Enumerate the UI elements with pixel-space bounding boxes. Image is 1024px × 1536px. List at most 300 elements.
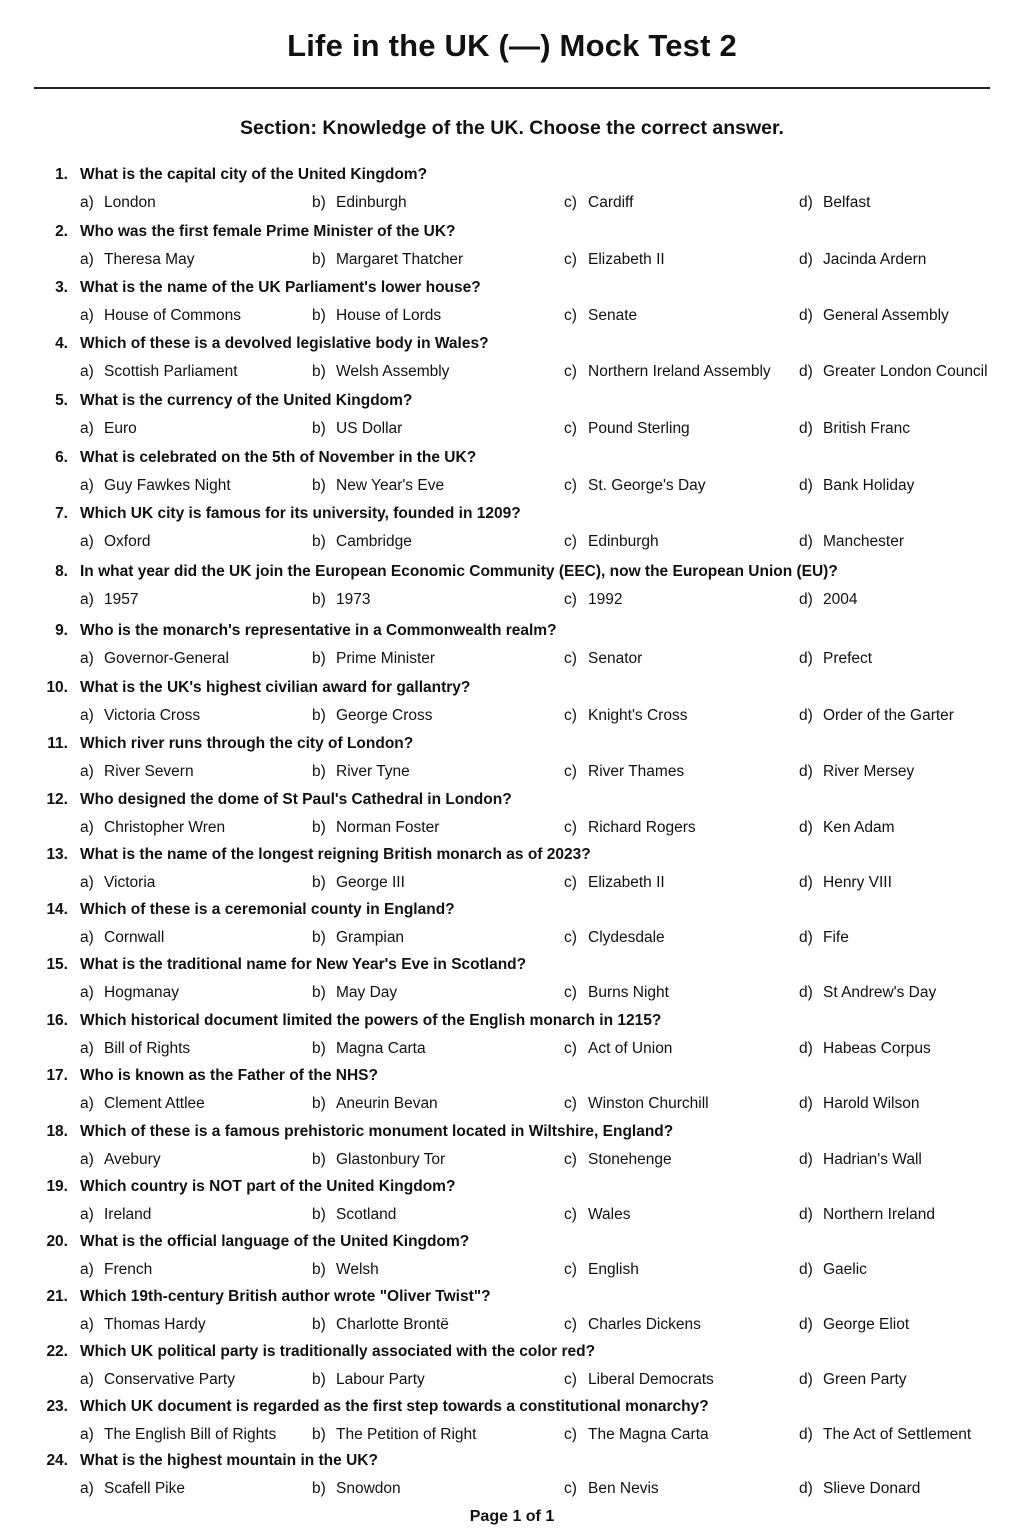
option-letter: a) — [80, 1095, 94, 1112]
question-number: 22. — [46, 1343, 68, 1360]
option-text: Charles Dickens — [588, 1316, 701, 1333]
option-text: River Severn — [104, 763, 194, 780]
option-text: Belfast — [823, 194, 871, 211]
question-item — [0, 895, 1024, 955]
option-text: Senate — [588, 307, 638, 324]
answer-option-a — [80, 819, 225, 837]
option-letter: d) — [799, 984, 813, 1001]
answer-option-a — [80, 1316, 206, 1334]
option-letter: a) — [80, 533, 94, 550]
question-item — [0, 160, 1024, 220]
question-text: Which historical document limited the powers of the English monarch in 1215? — [80, 1012, 662, 1029]
answer-option-c — [564, 1151, 672, 1169]
question-text: What is the official language of the United Kingdom? — [80, 1233, 470, 1250]
option-letter: b) — [312, 819, 326, 836]
option-text: Manchester — [823, 533, 904, 550]
answer-option-d — [799, 819, 895, 837]
answer-option-c — [564, 874, 665, 892]
option-text: Greater London Council — [823, 363, 988, 380]
option-text: Norman Foster — [336, 819, 440, 836]
option-letter: a) — [80, 194, 94, 211]
option-text: Hadrian's Wall — [823, 1151, 922, 1168]
answer-option-d — [799, 251, 926, 269]
answer-option-c — [564, 477, 706, 495]
option-text: Governor-General — [104, 650, 229, 667]
answer-option-c — [564, 307, 637, 325]
question-number: 17. — [46, 1067, 68, 1084]
question-item — [0, 1282, 1024, 1342]
question-item — [0, 217, 1024, 277]
question-number: 20. — [46, 1233, 68, 1250]
answer-option-b — [312, 251, 463, 269]
option-letter: c) — [564, 650, 577, 667]
option-letter: c) — [564, 363, 577, 380]
answer-option-d — [799, 420, 910, 438]
question-item — [0, 840, 1024, 900]
answer-option-a — [80, 307, 241, 325]
answer-option-a — [80, 591, 138, 609]
option-letter: a) — [80, 1316, 94, 1333]
question-text: Who is the monarch's representative in a Commonwealth realm? — [80, 622, 557, 639]
option-text: Prime Minister — [336, 650, 436, 667]
answer-option-b — [312, 1426, 476, 1444]
question-number: 18. — [46, 1123, 68, 1140]
option-text: French — [104, 1261, 153, 1278]
option-text: Habeas Corpus — [823, 1040, 931, 1057]
option-letter: c) — [564, 1040, 577, 1057]
option-text: Richard Rogers — [588, 819, 696, 836]
answer-option-b — [312, 929, 404, 947]
question-number: 24. — [46, 1452, 68, 1469]
option-letter: b) — [312, 477, 326, 494]
option-letter: c) — [564, 984, 577, 1001]
option-letter: a) — [80, 307, 94, 324]
answer-option-b — [312, 1206, 396, 1224]
answer-option-a — [80, 707, 200, 725]
answer-option-d — [799, 1040, 931, 1058]
question-item — [0, 273, 1024, 333]
question-item — [0, 1117, 1024, 1177]
option-letter: b) — [312, 420, 326, 437]
question-number: 15. — [46, 956, 68, 973]
answer-option-a — [80, 1426, 276, 1444]
option-text: Cambridge — [336, 533, 412, 550]
option-text: Elizabeth II — [588, 251, 665, 268]
option-text: Knight's Cross — [588, 707, 688, 724]
option-letter: b) — [312, 363, 326, 380]
answer-option-b — [312, 1095, 438, 1113]
option-text: US Dollar — [336, 420, 403, 437]
answer-option-c — [564, 763, 684, 781]
option-letter: d) — [799, 307, 813, 324]
question-item — [0, 673, 1024, 733]
answer-option-c — [564, 1206, 631, 1224]
option-letter: d) — [799, 1316, 813, 1333]
option-text: English — [588, 1261, 639, 1278]
question-text: What is the highest mountain in the UK? — [80, 1452, 378, 1469]
question-item — [0, 1006, 1024, 1066]
option-text: Aneurin Bevan — [336, 1095, 438, 1112]
answer-option-b — [312, 1371, 425, 1389]
question-text: Which 19th-century British author wrote "Oliver Twist"? — [80, 1288, 491, 1305]
option-letter: b) — [312, 591, 326, 608]
option-letter: b) — [312, 1040, 326, 1057]
answer-option-d — [799, 707, 954, 725]
option-letter: a) — [80, 874, 94, 891]
option-letter: a) — [80, 1371, 94, 1388]
option-text: Oxford — [104, 533, 151, 550]
answer-option-c — [564, 1371, 714, 1389]
option-text: Theresa May — [104, 251, 195, 268]
question-number: 12. — [46, 791, 68, 808]
answer-option-b — [312, 1480, 401, 1498]
answer-option-b — [312, 707, 432, 725]
question-item — [0, 1061, 1024, 1121]
option-letter: a) — [80, 477, 94, 494]
answer-option-b — [312, 650, 435, 668]
option-text: St. George's Day — [588, 477, 706, 494]
question-text: Which country is NOT part of the United Kingdom? — [80, 1178, 456, 1195]
question-item — [0, 785, 1024, 845]
option-letter: d) — [799, 650, 813, 667]
option-text: General Assembly — [823, 307, 949, 324]
answer-option-a — [80, 1040, 190, 1058]
option-text: 2004 — [823, 591, 858, 608]
option-text: Cornwall — [104, 929, 165, 946]
option-letter: b) — [312, 984, 326, 1001]
option-letter: c) — [564, 1151, 577, 1168]
option-letter: b) — [312, 763, 326, 780]
question-item — [0, 1337, 1024, 1397]
answer-option-a — [80, 1151, 161, 1169]
option-text: Harold Wilson — [823, 1095, 920, 1112]
option-letter: d) — [799, 1040, 813, 1057]
option-letter: d) — [799, 363, 813, 380]
answer-option-b — [312, 307, 441, 325]
option-letter: d) — [799, 194, 813, 211]
answer-option-a — [80, 194, 156, 212]
answer-option-a — [80, 477, 231, 495]
option-text: Northern Ireland Assembly — [588, 363, 771, 380]
option-letter: c) — [564, 420, 577, 437]
option-letter: b) — [312, 251, 326, 268]
option-text: Bank Holiday — [823, 477, 915, 494]
answer-option-c — [564, 533, 659, 551]
option-text: 1992 — [588, 591, 623, 608]
option-text: Margaret Thatcher — [336, 251, 464, 268]
question-text: What is the UK's highest civilian award for gallantry? — [80, 679, 471, 696]
answer-option-c — [564, 1316, 701, 1334]
option-text: New Year's Eve — [336, 477, 445, 494]
option-letter: a) — [80, 1151, 94, 1168]
answer-option-d — [799, 477, 914, 495]
option-text: Magna Carta — [336, 1040, 426, 1057]
answer-option-a — [80, 1261, 152, 1279]
option-text: Victoria — [104, 874, 156, 891]
option-letter: a) — [80, 1206, 94, 1223]
answer-option-b — [312, 1040, 426, 1058]
option-letter: a) — [80, 819, 94, 836]
option-text: Ken Adam — [823, 819, 895, 836]
section-heading: Section: Knowledge of the UK. Choose the correct answer. — [240, 117, 784, 139]
question-number: 7. — [55, 505, 68, 522]
page-title: Life in the UK (—) Mock Test 2 — [287, 28, 737, 63]
answer-option-b — [312, 591, 370, 609]
option-letter: b) — [312, 533, 326, 550]
option-letter: d) — [799, 1480, 813, 1497]
option-text: 1973 — [336, 591, 371, 608]
question-text: Who was the first female Prime Minister of the UK? — [80, 223, 456, 240]
option-letter: a) — [80, 1261, 94, 1278]
option-letter: b) — [312, 1371, 326, 1388]
option-text: 1957 — [104, 591, 139, 608]
question-text: Which UK city is famous for its university, founded in 1209? — [80, 505, 521, 522]
option-letter: b) — [312, 1480, 326, 1497]
answer-option-b — [312, 1151, 445, 1169]
answer-option-d — [799, 929, 849, 947]
answer-option-d — [799, 1316, 909, 1334]
option-text: Edinburgh — [588, 533, 659, 550]
option-letter: a) — [80, 1040, 94, 1057]
answer-option-d — [799, 1371, 907, 1389]
option-text: Bill of Rights — [104, 1040, 191, 1057]
answer-option-d — [799, 1095, 919, 1113]
answer-option-c — [564, 251, 665, 269]
option-text: The Petition of Right — [336, 1426, 477, 1443]
question-number: 6. — [55, 449, 68, 466]
question-text: Who is known as the Father of the NHS? — [80, 1067, 378, 1084]
option-text: George Eliot — [823, 1316, 910, 1333]
answer-option-c — [564, 420, 690, 438]
answer-option-c — [564, 1426, 709, 1444]
option-letter: d) — [799, 1151, 813, 1168]
answer-option-a — [80, 363, 238, 381]
option-text: Pound Sterling — [588, 420, 690, 437]
option-text: Stonehenge — [588, 1151, 672, 1168]
option-letter: d) — [799, 420, 813, 437]
answer-option-c — [564, 591, 622, 609]
option-text: Jacinda Ardern — [823, 251, 927, 268]
option-letter: c) — [564, 707, 577, 724]
answer-option-c — [564, 194, 633, 212]
option-text: Clement Attlee — [104, 1095, 205, 1112]
option-letter: b) — [312, 929, 326, 946]
question-number: 5. — [55, 392, 68, 409]
question-number: 10. — [46, 679, 68, 696]
answer-option-d — [799, 1206, 935, 1224]
option-text: St Andrew's Day — [823, 984, 937, 1001]
option-letter: a) — [80, 251, 94, 268]
option-letter: c) — [564, 1206, 577, 1223]
option-text: Labour Party — [336, 1371, 425, 1388]
option-letter: c) — [564, 533, 577, 550]
answer-option-c — [564, 650, 642, 668]
option-text: Act of Union — [588, 1040, 673, 1057]
question-item — [0, 329, 1024, 389]
option-text: Winston Churchill — [588, 1095, 709, 1112]
answer-option-d — [799, 1151, 922, 1169]
option-letter: d) — [799, 1095, 813, 1112]
option-letter: b) — [312, 874, 326, 891]
option-text: Guy Fawkes Night — [104, 477, 231, 494]
question-number: 8. — [55, 563, 68, 580]
option-text: Conservative Party — [104, 1371, 235, 1388]
option-text: Thomas Hardy — [104, 1316, 206, 1333]
answer-option-b — [312, 477, 444, 495]
option-letter: b) — [312, 307, 326, 324]
option-letter: d) — [799, 1261, 813, 1278]
option-text: River Thames — [588, 763, 685, 780]
option-text: House of Lords — [336, 307, 442, 324]
option-letter: c) — [564, 929, 577, 946]
answer-option-c — [564, 1480, 659, 1498]
answer-option-a — [80, 874, 155, 892]
question-text: Which of these is a ceremonial county in England? — [80, 901, 455, 918]
option-letter: c) — [564, 874, 577, 891]
option-text: Charlotte Brontë — [336, 1316, 449, 1333]
option-letter: a) — [80, 650, 94, 667]
question-number: 4. — [55, 335, 68, 352]
title-divider — [34, 87, 990, 89]
question-number: 23. — [46, 1398, 68, 1415]
option-letter: c) — [564, 1316, 577, 1333]
question-text: What is the name of the UK Parliament's lower house? — [80, 279, 481, 296]
option-letter: d) — [799, 1371, 813, 1388]
option-letter: d) — [799, 591, 813, 608]
question-item — [0, 443, 1024, 503]
option-letter: c) — [564, 307, 577, 324]
option-text: Ben Nevis — [588, 1480, 659, 1497]
option-text: Burns Night — [588, 984, 669, 1001]
question-text: What is the traditional name for New Year's Eve in Scotland? — [80, 956, 527, 973]
option-text: Christopher Wren — [104, 819, 226, 836]
option-text: Senator — [588, 650, 643, 667]
answer-option-a — [80, 251, 194, 269]
answer-option-c — [564, 984, 669, 1002]
page-number: Page 1 of 1 — [469, 1508, 555, 1525]
question-text: Which of these is a devolved legislative body in Wales? — [80, 335, 489, 352]
option-text: Euro — [104, 420, 137, 437]
question-item — [0, 950, 1024, 1010]
answer-option-a — [80, 929, 164, 947]
option-text: Slieve Donard — [823, 1480, 921, 1497]
answer-option-d — [799, 1480, 920, 1498]
option-letter: d) — [799, 1206, 813, 1223]
option-text: River Tyne — [336, 763, 410, 780]
answer-option-b — [312, 194, 407, 212]
answer-option-b — [312, 874, 405, 892]
option-letter: d) — [799, 477, 813, 494]
question-item — [0, 499, 1024, 559]
option-letter: b) — [312, 650, 326, 667]
question-item — [0, 1227, 1024, 1287]
option-letter: c) — [564, 194, 577, 211]
answer-option-d — [799, 984, 936, 1002]
option-text: May Day — [336, 984, 398, 1001]
question-text: Which UK document is regarded as the first step towards a constitutional monarchy? — [80, 1398, 709, 1415]
question-list — [0, 160, 1024, 1500]
question-item — [0, 1392, 1024, 1452]
option-letter: c) — [564, 1480, 577, 1497]
option-letter: d) — [799, 533, 813, 550]
option-text: London — [104, 194, 156, 211]
option-letter: a) — [80, 1426, 94, 1443]
answer-option-b — [312, 363, 449, 381]
option-letter: b) — [312, 1426, 326, 1443]
answer-option-b — [312, 763, 410, 781]
option-letter: a) — [80, 363, 94, 380]
option-letter: b) — [312, 1206, 326, 1223]
question-number: 1. — [55, 166, 68, 183]
answer-option-c — [564, 1261, 639, 1279]
question-text: What is the capital city of the United Kingdom? — [80, 166, 428, 183]
option-letter: c) — [564, 1371, 577, 1388]
option-letter: d) — [799, 763, 813, 780]
option-text: Edinburgh — [336, 194, 407, 211]
answer-option-a — [80, 1371, 235, 1389]
option-text: The English Bill of Rights — [104, 1426, 277, 1443]
answer-option-a — [80, 1206, 151, 1224]
answer-option-d — [799, 533, 904, 551]
question-text: In what year did the UK join the European Economic Community (EEC), now the European Union (EU)? — [80, 563, 838, 580]
option-letter: d) — [799, 707, 813, 724]
option-letter: c) — [564, 1095, 577, 1112]
option-letter: b) — [312, 1316, 326, 1333]
option-letter: a) — [80, 763, 94, 780]
answer-option-a — [80, 1480, 185, 1498]
answer-option-d — [799, 650, 872, 668]
question-number: 14. — [46, 901, 68, 918]
question-number: 13. — [46, 846, 68, 863]
option-letter: b) — [312, 1261, 326, 1278]
option-letter: b) — [312, 707, 326, 724]
answer-option-a — [80, 1095, 205, 1113]
option-text: Gaelic — [823, 1261, 867, 1278]
answer-option-b — [312, 533, 412, 551]
question-item — [0, 616, 1024, 676]
question-item — [0, 1172, 1024, 1232]
option-letter: c) — [564, 251, 577, 268]
option-letter: a) — [80, 1480, 94, 1497]
question-item — [0, 1446, 1024, 1506]
option-text: Fife — [823, 929, 849, 946]
answer-option-a — [80, 420, 137, 438]
option-text: Welsh Assembly — [336, 363, 450, 380]
option-text: Green Party — [823, 1371, 907, 1388]
option-letter: b) — [312, 1151, 326, 1168]
option-letter: c) — [564, 1261, 577, 1278]
option-letter: c) — [564, 591, 577, 608]
question-item — [0, 386, 1024, 446]
option-text: British Franc — [823, 420, 910, 437]
question-text: Which of these is a famous prehistoric monument located in Wiltshire, England? — [80, 1123, 674, 1140]
option-letter: c) — [564, 819, 577, 836]
option-text: Northern Ireland — [823, 1206, 936, 1223]
question-number: 16. — [46, 1012, 68, 1029]
answer-option-d — [799, 1261, 867, 1279]
question-text: Which river runs through the city of London? — [80, 735, 414, 752]
option-letter: c) — [564, 1426, 577, 1443]
answer-option-a — [80, 650, 229, 668]
option-text: Victoria Cross — [104, 707, 201, 724]
option-letter: a) — [80, 707, 94, 724]
question-text: What is the name of the longest reigning British monarch as of 2023? — [80, 846, 591, 863]
answer-option-a — [80, 533, 151, 551]
option-letter: d) — [799, 929, 813, 946]
option-text: Hogmanay — [104, 984, 179, 1001]
question-number: 19. — [46, 1178, 68, 1195]
option-letter: a) — [80, 591, 94, 608]
